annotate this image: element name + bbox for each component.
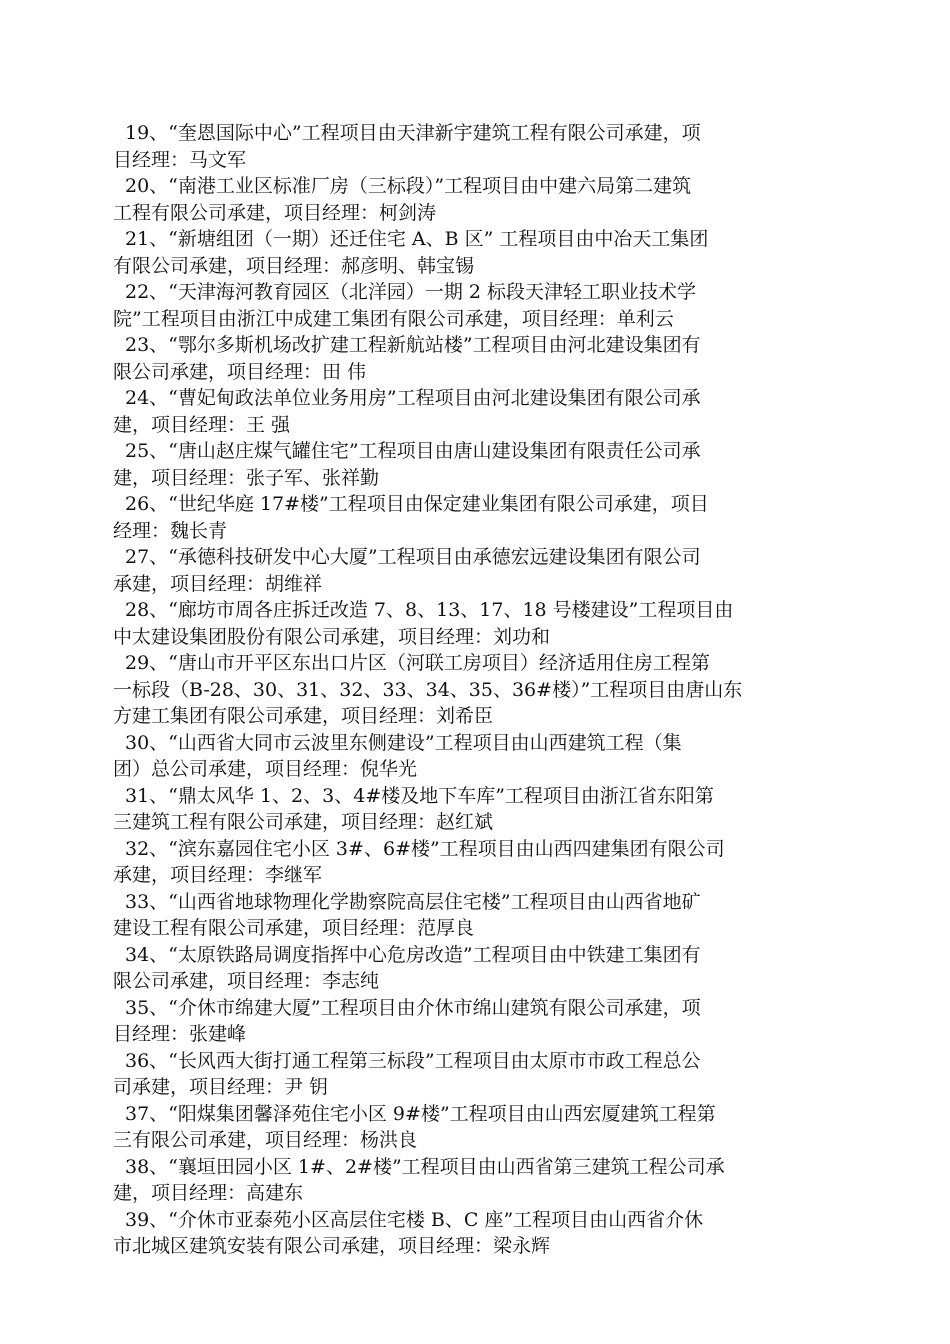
- list-item: [113, 226, 833, 279]
- list-item-line: 20、“南港工业区标准厂房（三标段）”工程项目由中建六局第二建筑: [125, 175, 692, 197]
- list-item-line: 38、“襄垣田园小区 1#、2#楼”工程项目由山西省第三建筑工程公司承: [125, 1155, 725, 1178]
- list-item-line: 限公司承建，项目经理：李志纯: [113, 970, 380, 992]
- list-item: [113, 120, 833, 173]
- list-item: [113, 1101, 833, 1154]
- list-item-line: 限公司承建，项目经理：田 伟: [113, 360, 367, 383]
- list-item-line: 37、“阳煤集团馨泽苑住宅小区 9#楼”工程项目由山西宏厦建筑工程第: [125, 1102, 716, 1125]
- list-item-line: 19、“奎恩国际中心”工程项目由天津新宇建筑工程有限公司承建，项: [125, 122, 701, 144]
- list-item: [113, 1154, 833, 1207]
- list-item-line: 27、“承德科技研发中心大厦”工程项目由承德宏远建设集团有限公司: [125, 546, 701, 568]
- list-item: [113, 1048, 833, 1101]
- list-item-line: 33、“山西省地球物理化学勘察院高层住宅楼”工程项目由山西省地矿: [125, 890, 701, 913]
- list-item: [113, 995, 833, 1048]
- list-item-line: 经理：魏长青: [113, 519, 228, 542]
- list-item-line: 23、“鄂尔多斯机场改扩建工程新航站楼”工程项目由河北建设集团有: [125, 334, 701, 356]
- list-item-line: 团）总公司承建，项目经理：倪华光: [113, 758, 418, 780]
- list-item: [113, 836, 833, 889]
- list-item-line: 22、“天津海河教育园区（北洋园）一期 2 标段天津轻工职业技术学: [125, 281, 697, 303]
- list-item-line: 建，项目经理：王 强: [113, 413, 291, 436]
- list-item-line: 21、“新塘组团（一期）还迁住宅 A、B 区” 工程项目由中冶天工集团: [125, 228, 709, 250]
- list-item-line: 32、“滨东嘉园住宅小区 3#、6#楼”工程项目由山西四建集团有限公司: [125, 837, 725, 860]
- list-item-line: 市北城区建筑安装有限公司承建，项目经理：梁永辉: [113, 1235, 551, 1257]
- list-item-line: 司承建，项目经理：尹 钥: [113, 1076, 329, 1098]
- list-item: [113, 544, 833, 597]
- list-item-line: 35、“介休市绵建大厦”工程项目由介休市绵山建筑有限公司承建，项: [125, 996, 701, 1019]
- list-item-line: 三有限公司承建，项目经理：杨洪良: [113, 1129, 418, 1151]
- list-item-line: 建，项目经理：高建东: [113, 1182, 304, 1204]
- list-item-line: 31、“鼎太风华 1、2、3、4#楼及地下车库”工程项目由浙江省东阳第: [125, 784, 714, 807]
- list-item: [113, 730, 833, 783]
- list-item: [113, 438, 833, 491]
- list-item: [113, 783, 833, 836]
- list-item-line: 建，项目经理：张子军、张祥勤: [113, 466, 380, 489]
- list-item-line: 方建工集团有限公司承建，项目经理：刘希臣: [113, 705, 494, 727]
- list-item-line: 一标段（B-28、30、31、32、33、34、35、36#楼）”工程项目由唐山东: [113, 678, 743, 701]
- list-item: [113, 332, 833, 385]
- list-item-line: 34、“太原铁路局调度指挥中心危房改造”工程项目由中铁建工集团有: [125, 943, 701, 966]
- list-item-line: 36、“长风西大街打通工程第三标段”工程项目由太原市市政工程总公: [125, 1049, 701, 1072]
- list-item-line: 目经理：张建峰: [113, 1023, 247, 1045]
- list-item-line: 24、“曹妃甸政法单位业务用房”工程项目由河北建设集团有限公司承: [125, 387, 701, 409]
- list-item-line: 承建，项目经理：李继军: [113, 864, 323, 886]
- list-item-line: 29、“唐山市开平区东出口片区（河联工房项目）经济适用住房工程第: [125, 652, 710, 674]
- list-item: [113, 889, 833, 942]
- list-item-line: 建设工程有限公司承建，项目经理：范厚良: [113, 917, 475, 939]
- list-item-line: 25、“唐山赵庄煤气罐住宅”工程项目由唐山建设集团有限责任公司承: [125, 440, 701, 462]
- list-item: [113, 1207, 833, 1260]
- list-item-line: 院”工程项目由浙江中成建工集团有限公司承建，项目经理：单利云: [113, 307, 674, 330]
- list-item-line: 目经理：马文军: [113, 148, 247, 171]
- list-item-line: 28、“廊坊市周各庄拆迁改造 7、8、13、17、18 号楼建设”工程项目由: [125, 599, 734, 621]
- document-body: [113, 120, 833, 1260]
- list-item: [113, 385, 833, 438]
- list-item-line: 有限公司承建，项目经理：郝彦明、韩宝锡: [113, 254, 475, 277]
- list-item: [113, 491, 833, 544]
- list-item-line: 三建筑工程有限公司承建，项目经理：赵红斌: [113, 811, 494, 833]
- list-item: [113, 173, 833, 226]
- list-item: [113, 942, 833, 995]
- list-item-line: 26、“世纪华庭 17#楼”工程项目由保定建业集团有限公司承建，项目: [125, 493, 709, 515]
- list-item: [113, 597, 833, 650]
- list-item-line: 中太建设集团股份有限公司承建，项目经理：刘功和: [113, 625, 551, 648]
- list-item: [113, 650, 833, 730]
- list-item-line: 承建，项目经理：胡维祥: [113, 572, 323, 595]
- list-item: [113, 279, 833, 332]
- list-item-line: 39、“介休市亚泰苑小区高层住宅楼 B、C 座”工程项目由山西省介休: [125, 1208, 704, 1231]
- list-item-line: 30、“山西省大同市云波里东侧建设”工程项目由山西建筑工程（集: [125, 731, 682, 754]
- list-item-line: 工程有限公司承建，项目经理：柯剑涛: [113, 201, 437, 224]
